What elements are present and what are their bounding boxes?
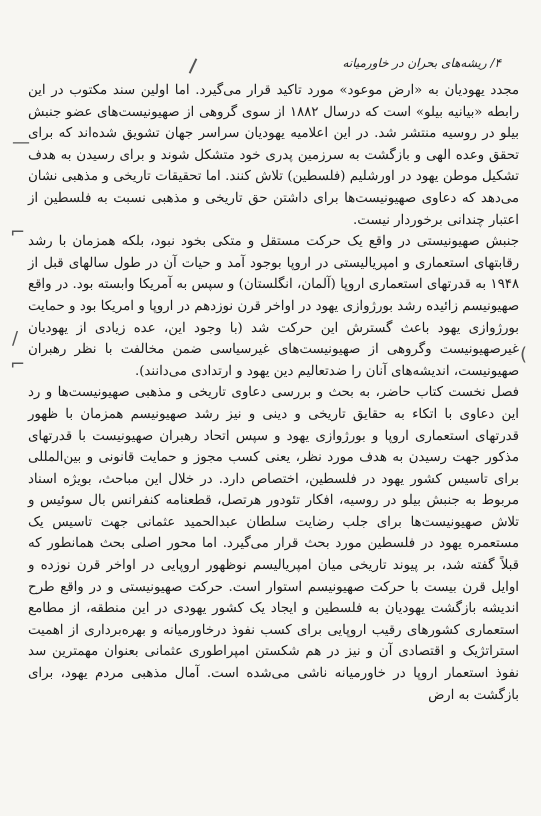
body-text: [28, 80, 519, 706]
margin-annotation-mark: ⌐: [10, 222, 26, 243]
pen-mark: [189, 58, 198, 73]
margin-annotation-mark: (: [519, 344, 527, 365]
margin-annotation-mark: —: [12, 132, 30, 153]
paragraph: جنبش صهیونیستی در واقع یک حرکت مستقل و متکی بخود نبود، بلکه همزمان با رشد رقابتهای استعماری و امپریالیستی در اروپا بوجود آمد و حیات آن در طول سالهای قبل از ۱۹۴۸ به قدرتهای استعماری اروپا (آلمان، انگلستان) و سپس به آمریکا وابسته بود. در واقع صهیونیسم زائیده رشد بورژوازی یهود در اواخر قرن نوزدهم در اروپا و امریکا بود و حمایت بورژوازی یهود باعث گسترش این حرکت شد (با وجود این، عده زیادی از یهودیان غیرصهیونیست وگروهی از صهیونیست‌های غیرسیاسی ضمن مخالفت با نظر رهبران صهیونیست، اندیشه‌های آنان را ضدتعالیم دین یهود و ارتدادی می‌دانند).: [28, 234, 519, 379]
paragraph: فصل نخست کتاب حاضر، به بحث و بررسی دعاوی تاریخی و مذهبی صهیونیست‌ها و رد این دعاوی با اتکاء به حقایق تاریخی و دینی و نیز رشد صهیونیسم همزمان با ظهور قدرتهای استعماری اروپا و بورژوازی یهود و سپس اتحاد رهبران صهیونیست با قدرتهای مذکور جهت رسیدن به هدف مورد نظر، یعنی کسب مجوز و حمایت قانونی و بین‌المللی برای تاسیس کشور یهود در فلسطین، اختصاص دارد. در خلال این مباحث، بویژه اسناد مربوط به جنبش بیلو در روسیه، افکار تئودور هرتصل، قطعنامه کنفرانس بال سوئیس و تلاش صهیونیست‌ها برای جلب رضایت سلطان عبدالحمید عثمانی جهت تاسیس یک مستعمره یهود در فلسطین مورد بحث قرار می‌گیرد. اما محور اصلی بحث همانطور که قبلاً گفته شد، بر پیوند تاریخی میان امپریالیسم نوظهور اروپایی در اواخر قرن نوزده و اوایل قرن بیست با حرکت صهیونیسم استوار است. حرکت صهیونیستی و در واقع طرح اندیشه بازگشت یهودیان به فلسطین و ایجاد یک کشور یهودی در این منطقه، از مطامع استعماری کشورهای رقیب اروپایی برای کسب نفوذ درخاورمیانه و بهره‌برداری از اهمیت استراتژیک و اقتصادی آن و نیز در هم شکستن امپراطوری عثمانی بعنوان مهمترین سد نفوذ استعمار اروپا در خاورمیانه ناشی می‌شده است. آمال مذهبی مردم یهود، برای بازگشت به ارض: [28, 385, 519, 703]
running-header: ۴/ ریشه‌های بحران در خاورمیانه: [342, 56, 501, 70]
margin-annotation-mark: /: [12, 328, 19, 349]
margin-annotation-mark: ⌐: [10, 354, 26, 375]
paragraph: مجدد یهودیان به «ارض موعود» مورد تاکید قرار می‌گیرد. اما اولین سند مکتوب در این رابطه «بیانیه بیلو» است که درسال ۱۸۸۲ از سوی گروهی از صهیونیست‌های عضو جنبش بیلو در روسیه منتشر شد. در این اعلامیه یهودیان سراسر جهان تشویق شده‌اند که برای تحقق وعده الهی و بازگشت به سرزمین پدری خود متشکل شوند و برای رسیدن به هدف تشکیل موطن یهود در اورشلیم (فلسطین) تلاش کنند. اما تحقیقات تاریخی و مذهبی نشان می‌دهد که دعاوی صهیونیست‌ها برای داشتن حق تاریخی و مذهبی نسبت به فلسطین از اعتبار چندانی برخوردار نیست.: [28, 83, 519, 228]
